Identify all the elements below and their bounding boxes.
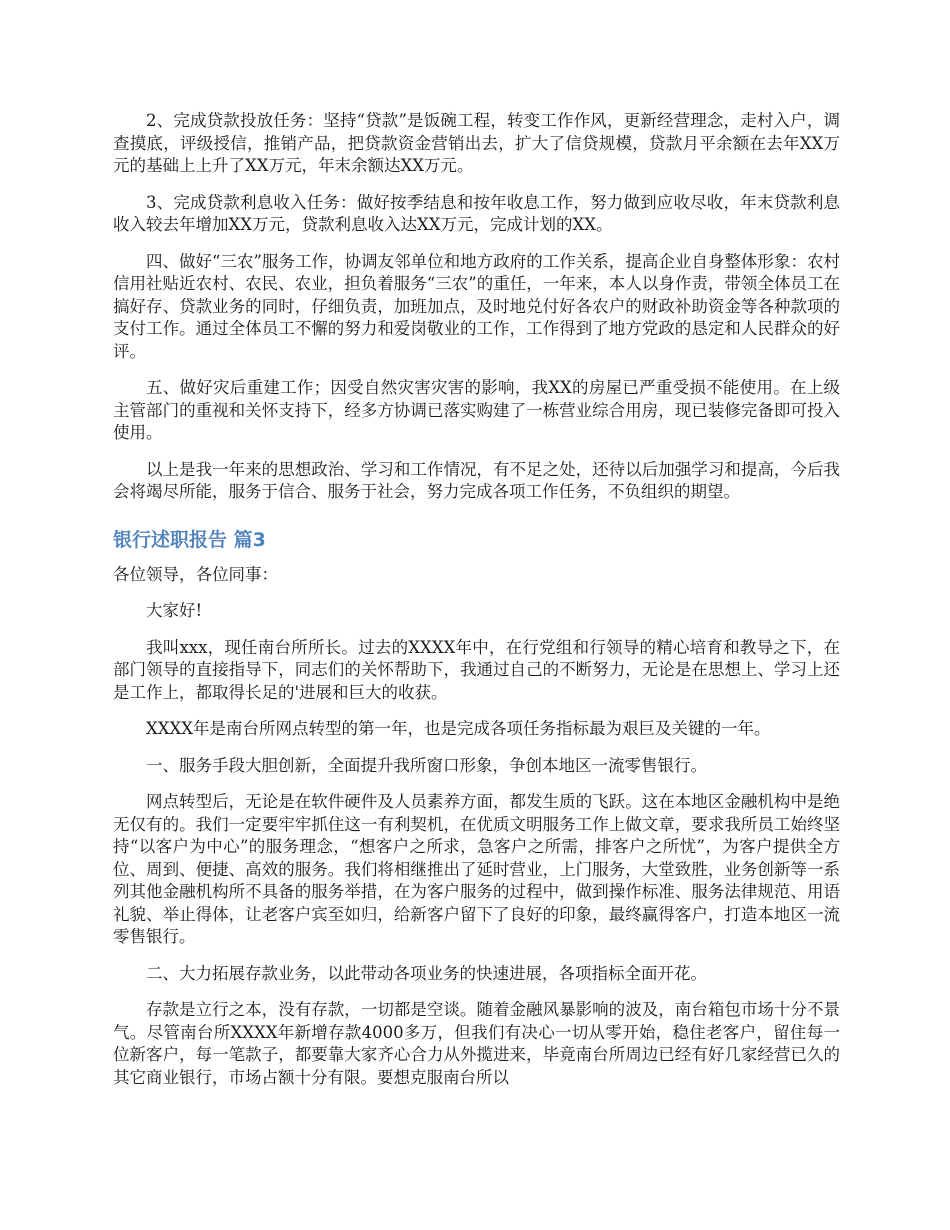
greeting: 大家好! bbox=[146, 601, 203, 620]
paragraph-sannong-service: 四、做好“三农”服务工作，协调友邻单位和地方政府的工作关系，提高企业自身整体形象：农村信用社贴近农村、农民、农业，担负着服务“三农”的重任，一年来，本人以身作责，带领全体员工在搞好存、贷款业务的同时，仔细负责，加班加点，及时地兑付好各农户的财政补助资金等各种款项的支付工作。通过全体员工不懈的努力和爱岗敬业的工作，工作得到了地方党政的恳定和人民群众的好评。 bbox=[113, 251, 840, 361]
paragraph-deposit-detail: 存款是立行之本，没有存款，一切都是空谈。随着金融风暴影响的波及，南台箱包市场十分不景气。尽管南台所XXXX年新增存款4000多万，但我们有决心一切从零开始，稳住老客户，留住每一位新客户，每一笔款子，都要靠大家齐心合力从外揽进来，毕竟南台所周边已经有好几家经营已久的其它商业银行，市场占额十分有限。要想克服南台所以 bbox=[113, 1000, 840, 1087]
paragraph-disaster-rebuild: 五、做好灾后重建工作；因受自然灾害灾害的影响，我XX的房屋已严重受损不能使用。在上级主管部门的重视和关怀支持下，经多方协调已落实购建了一栋营业综合用房，现已装修完备即可投入使用。 bbox=[113, 378, 840, 442]
paragraph-service-detail: 网点转型后，无论是在软件硬件及人员素养方面，都发生质的飞跃。这在本地区金融机构中是绝无仅有的。我们一定要牢牢抓住这一有利契机，在优质文明服务工作上做文章，要求我所员工始终坚持“以客户为中心”的服务理念，“想客户之所求，急客户之所需，排客户之所忧”，为客户提供全方位、周到、便捷、高效的服务。我们将相继推出了延时营业，上门服务，大堂致胜，业务创新等一系列其他金融机构所不具备的服务举措，在为客户服务的过程中，做到操作标准、服务法律规范、用语礼貌、举止得体，让老客户宾至如归，给新客户留下了良好的印象，最终赢得客户，打造本地区一流零售银行。 bbox=[113, 792, 840, 946]
paragraph-deposit-heading: 二、大力拓展存款业务，以此带动各项业务的快速进展，各项指标全面开花。 bbox=[146, 963, 707, 983]
paragraph-service-heading: 一、服务手段大胆创新，全面提升我所窗口形象，争创本地区一流零售银行。 bbox=[146, 755, 707, 775]
document-page bbox=[113, 110, 840, 1103]
salutation: 各位领导，各位同事： bbox=[113, 564, 278, 584]
section-title: 银行述职报告 篇3 bbox=[113, 528, 266, 551]
paragraph-introduction: 我叫xxx，现任南台所所长。过去的XXXX年中，在行党组和行领导的精心培育和教导之下，在部门领导的直接指导下，同志们的关怀帮助下，我通过自己的不断努力，无论是在思想上、学习上还是工作上，都取得长足的'进展和巨大的收获。 bbox=[113, 637, 840, 702]
paragraph-loan-issuance: 2、完成贷款投放任务：坚持“贷款”是饭碗工程，转变工作作风，更新经营理念，走村入户，调查摸底，评级授信，推销产品，把贷款资金营销出去，扩大了信贷规模，贷款月平余额在去年XX万元的基础上上升了XX万元，年末余额达XX万元。 bbox=[113, 111, 840, 175]
paragraph-loan-interest: 3、完成贷款利息收入任务：做好按季结息和按年收息工作，努力做到应收尽收，年末贷款利息收入较去年增加XX万元，贷款利息收入达XX万元，完成计划的XX。 bbox=[113, 192, 840, 234]
paragraph-transformation-year: XXXX年是南台所网点转型的第一年，也是完成各项任务指标最为艰巨及关键的一年。 bbox=[146, 719, 771, 738]
paragraph-summary: 以上是我一年来的思想政治、学习和工作情况，有不足之处，还待以后加强学习和提高，今后我会将竭尽所能，服务于信合、服务于社会，努力完成各项工作任务，不负组织的期望。 bbox=[113, 459, 840, 501]
